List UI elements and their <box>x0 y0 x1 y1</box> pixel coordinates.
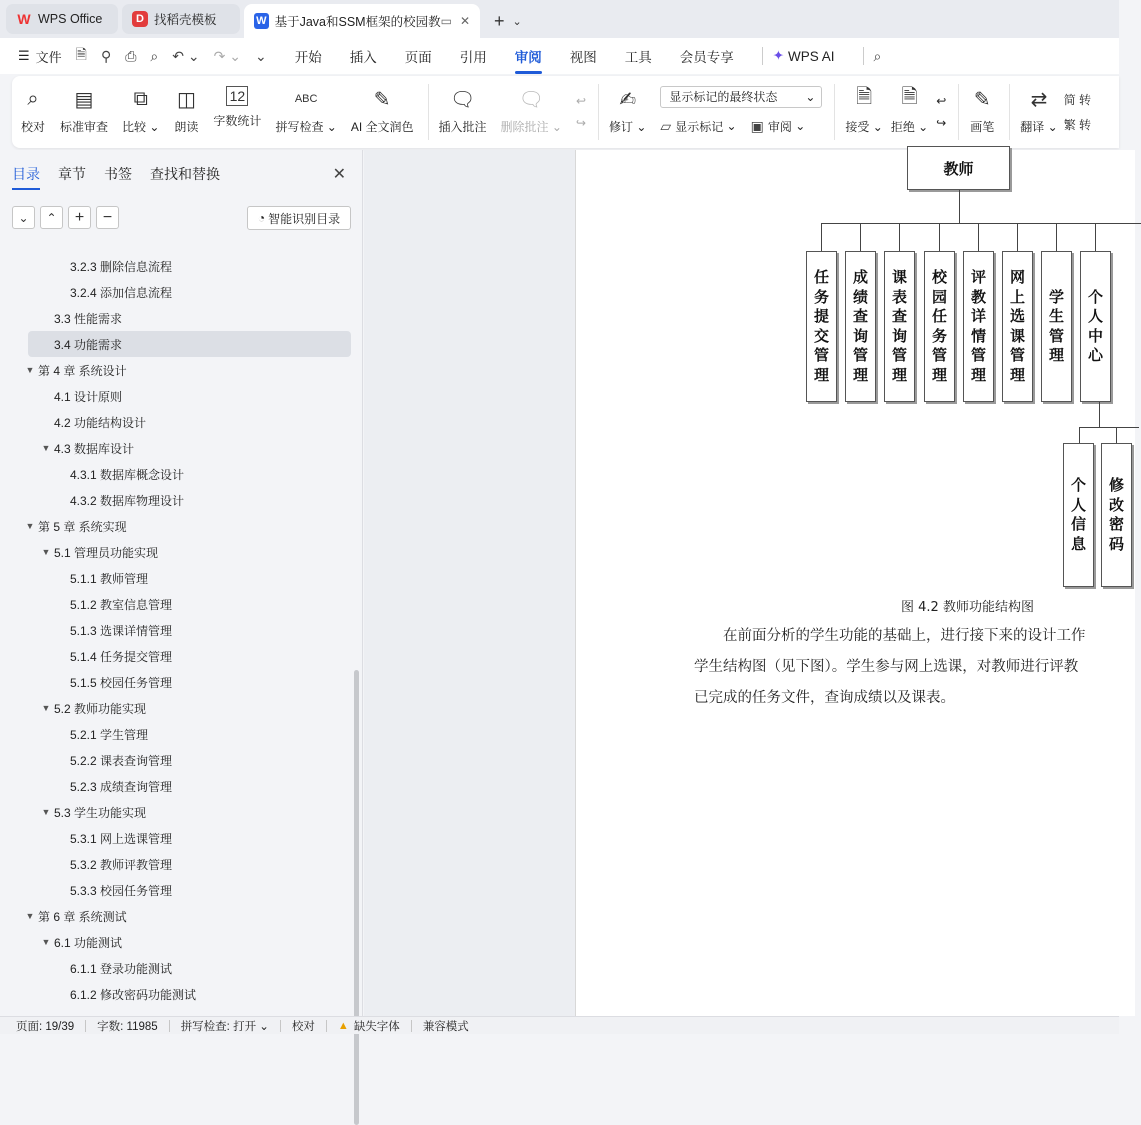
toc-item[interactable] <box>0 565 363 591</box>
tab-template[interactable] <box>122 4 240 34</box>
pen-icon: ✎ <box>973 88 991 111</box>
collapse-up-icon[interactable]: ⌃ <box>40 206 63 229</box>
toc-item-label: 第 6 章 系统测试 <box>38 909 127 924</box>
connector <box>959 190 960 224</box>
toc-item[interactable] <box>0 487 363 513</box>
chart-module-node: 任 务 提 交 管 理 <box>806 251 837 402</box>
collapse-arrow-icon[interactable]: ▼ <box>25 521 35 531</box>
tab-insert[interactable]: 插入 <box>349 50 377 65</box>
standard-review-label: 标准审查 <box>60 120 109 134</box>
revise-label: 修订 ⌄ <box>609 120 647 134</box>
review-pane-button[interactable]: ▣ 审阅 ⌄ <box>750 117 806 134</box>
divider <box>428 84 429 140</box>
link-icon[interactable]: ⚲ <box>100 47 112 64</box>
connector <box>821 223 822 251</box>
divider <box>834 84 835 140</box>
toc-item-label: 3.2.4 添加信息流程 <box>70 285 173 300</box>
revise-icon: ✍ <box>619 88 637 111</box>
compat-mode-indicator: 兼容模式 <box>422 1020 469 1033</box>
tab-document[interactable] <box>244 4 480 38</box>
pen-button[interactable] <box>969 76 995 148</box>
toc-scrollbar[interactable] <box>354 670 359 1125</box>
divider <box>326 1020 327 1032</box>
review-pane-label: 审阅 <box>767 119 792 134</box>
smart-toc-label: 智能识别目录 <box>268 211 341 226</box>
prev-change-icon[interactable]: ↩ <box>936 94 947 108</box>
chart-module-node: 课 表 查 询 管 理 <box>884 251 915 402</box>
print-preview-icon[interactable]: ⌕ <box>150 47 159 64</box>
connector <box>899 223 900 251</box>
toc-item[interactable] <box>0 305 363 331</box>
read-aloud-icon: ◫ <box>176 88 196 111</box>
pen-label: 画笔 <box>970 120 995 134</box>
to-simplified-button[interactable]: 简 转 <box>1063 93 1092 107</box>
search-icon[interactable]: ⌕ <box>873 47 882 64</box>
undo-icon[interactable]: ↶ ⌄ <box>172 47 200 64</box>
tab-review[interactable]: 审阅 <box>515 46 542 66</box>
toc-item-label: 5.1.4 任务提交管理 <box>70 649 173 664</box>
connector <box>1079 427 1080 443</box>
expand-down-icon[interactable]: ⌄ <box>12 206 35 229</box>
tab-tools[interactable]: 工具 <box>624 50 652 65</box>
toc-item[interactable] <box>0 461 363 487</box>
connector <box>1116 427 1117 443</box>
toc-item-label: 5.1.2 教室信息管理 <box>70 597 173 612</box>
translate-label: 翻译 ⌄ <box>1020 120 1058 134</box>
toc-item-label: 6.1.2 修改密码功能测试 <box>70 987 197 1002</box>
wps-logo-icon: W <box>17 11 31 27</box>
reject-button[interactable] <box>891 76 928 148</box>
toc-item[interactable] <box>0 799 363 825</box>
chart-root-node: 教师 <box>907 146 1010 190</box>
toc-item[interactable] <box>0 279 363 305</box>
convert-group <box>1064 76 1091 148</box>
spell-check-button[interactable] <box>275 76 336 148</box>
word-count-icon: 12 <box>226 86 248 106</box>
file-menu[interactable] <box>18 47 62 66</box>
toc-item[interactable] <box>0 253 363 279</box>
spell-check-label: 拼写检查 ⌄ <box>275 120 337 134</box>
compare-button[interactable] <box>122 76 159 148</box>
toc-item-label: 5.2.2 课表查询管理 <box>70 753 173 768</box>
toc-item-label: 3.2.3 删除信息流程 <box>70 259 173 274</box>
warning-icon: ▲ <box>337 1019 349 1032</box>
collapse-arrow-icon[interactable]: ▼ <box>25 911 35 921</box>
smart-icon: ◔ <box>257 211 266 225</box>
ai-polish-label: AI 全文润色 <box>350 120 414 134</box>
markup-state-value: 显示标记的最终状态 <box>669 90 778 104</box>
comment-delete-icon: 🗨 <box>518 88 544 111</box>
smart-toc-button[interactable] <box>247 206 351 230</box>
tab-label: 基于Java和SSM框架的校园教 <box>274 15 441 29</box>
tab-actions <box>494 4 530 38</box>
comment-add-icon: 🗨 <box>449 88 476 111</box>
toc-item-label: 5.3.3 校园任务管理 <box>70 883 173 898</box>
collapse-arrow-icon[interactable]: ▼ <box>41 547 51 557</box>
divider <box>863 47 864 65</box>
proofread-label: 校对 <box>20 120 45 134</box>
menu-bar <box>0 38 1119 74</box>
connector <box>1095 223 1096 251</box>
chart-sub-node: 个 人 信 息 <box>1063 443 1094 587</box>
toc-item[interactable] <box>0 643 363 669</box>
read-aloud-label: 朗读 <box>174 120 199 134</box>
status-bar <box>0 1016 1119 1034</box>
tab-find-replace[interactable]: 查找和替换 <box>150 166 220 182</box>
toc-item[interactable] <box>28 331 351 357</box>
toc-item-label: 5.1 管理员功能实现 <box>54 545 159 560</box>
toc-item[interactable] <box>0 773 363 799</box>
toc-item-label: 5.1.1 教师管理 <box>70 571 149 586</box>
chart-module-node: 评 教 详 情 管 理 <box>963 251 994 402</box>
chart-module-node: 校 园 任 务 管 理 <box>924 251 955 402</box>
chart-module-node: 学 生 管 理 <box>1041 251 1072 402</box>
wps-ai-icon: ✦ <box>772 48 785 63</box>
word-count-button[interactable] <box>213 76 261 148</box>
paragraph-line: 在前面分析的学生功能的基础上，进行接下来的设计工作 <box>694 628 1086 644</box>
toc-controls <box>12 206 124 229</box>
next-comment-icon[interactable]: ↪ <box>575 116 587 130</box>
toc-item[interactable] <box>0 513 363 539</box>
page-indicator[interactable]: 页面: 19/39 <box>16 1020 75 1033</box>
toc-item[interactable] <box>0 851 363 877</box>
connector <box>1099 402 1100 428</box>
toc-item[interactable] <box>0 669 363 695</box>
divider <box>85 1020 86 1032</box>
collapse-arrow-icon[interactable]: ▼ <box>25 365 35 375</box>
connector <box>978 223 979 251</box>
reject-icon: 🗎 <box>901 86 918 108</box>
toc-item[interactable] <box>0 435 363 461</box>
toc-item[interactable] <box>0 539 363 565</box>
hamburger-icon: ☰ <box>18 48 30 63</box>
add-icon[interactable]: + <box>68 206 91 229</box>
chart-sub-node: 修 改 密 码 <box>1101 443 1132 587</box>
toc-item-label: 4.3 数据库设计 <box>54 441 135 456</box>
close-tab-icon[interactable]: ✕ <box>459 14 470 28</box>
toc-item[interactable] <box>0 357 363 383</box>
document-page[interactable] <box>575 150 1135 1016</box>
monitor-icon[interactable]: ▭ <box>440 14 452 28</box>
spell-check-toggle[interactable]: 拼写检查: 打开 ⌄ <box>181 1018 269 1034</box>
chevron-down-icon[interactable]: ⌄ <box>512 15 522 28</box>
figure-caption: 图 4.2 教师功能结构图 <box>901 600 1034 615</box>
toc-item-label: 5.3 学生功能实现 <box>54 805 147 820</box>
chart-module-node: 网 上 选 课 管 理 <box>1002 251 1033 402</box>
connector <box>1056 223 1057 251</box>
prev-comment-icon[interactable]: ↩ <box>575 94 587 108</box>
read-aloud-button[interactable] <box>173 76 199 148</box>
toc-item[interactable] <box>0 981 363 1007</box>
compare-label: 比较 ⌄ <box>122 120 160 134</box>
connector <box>860 223 861 251</box>
delete-comment-button[interactable] <box>501 76 562 148</box>
review-pane-icon: ▣ <box>750 117 764 134</box>
print-icon[interactable]: ⎙ <box>125 47 137 64</box>
connector <box>939 223 940 251</box>
collapse-arrow-icon[interactable]: ▼ <box>41 703 51 713</box>
collapse-arrow-icon[interactable]: ▼ <box>41 443 51 453</box>
review-ribbon <box>12 76 1119 148</box>
toc-item[interactable] <box>0 591 363 617</box>
toc-item[interactable] <box>0 617 363 643</box>
toc-item-label: 4.2 功能结构设计 <box>54 415 147 430</box>
document-user-icon: ▤ <box>74 88 94 111</box>
reject-label: 拒绝 ⌄ <box>890 120 929 134</box>
spell-check-icon: ABC <box>294 93 318 105</box>
toc-item[interactable] <box>0 721 363 747</box>
document-area <box>364 150 1124 1016</box>
toc-item-label: 5.1.3 选课详情管理 <box>70 623 173 638</box>
wps-ai-button[interactable] <box>773 48 835 64</box>
translate-button[interactable] <box>1020 76 1057 148</box>
toc-item-label: 5.3.2 教师评教管理 <box>70 857 173 872</box>
show-markup-button[interactable]: ▱ 显示标记 ⌄ <box>660 117 737 134</box>
save-icon[interactable]: 🗎 <box>75 46 87 62</box>
toc-item-label: 6.1 功能测试 <box>54 935 123 950</box>
toc-item-label: 4.3.1 数据库概念设计 <box>70 467 185 482</box>
show-markup-icon: ▱ <box>660 117 672 134</box>
divider <box>598 84 599 140</box>
toc-item-label: 4.3.2 数据库物理设计 <box>70 493 185 508</box>
delete-comment-label: 删除批注 ⌄ <box>500 120 562 134</box>
accept-label: 接受 ⌄ <box>845 120 883 134</box>
ai-polish-button[interactable] <box>351 76 414 148</box>
navigation-panel <box>0 150 363 1016</box>
collapse-arrow-icon[interactable]: ▼ <box>41 807 51 817</box>
wps-ai-label: WPS AI <box>788 48 835 64</box>
divider <box>411 1020 412 1032</box>
compare-icon: ⧉ <box>133 87 148 110</box>
panel-tabs <box>12 164 238 184</box>
revise-button[interactable] <box>609 76 646 148</box>
divider <box>762 47 763 65</box>
insert-comment-button[interactable] <box>439 76 487 148</box>
comment-nav-group <box>576 76 586 148</box>
paragraph-line: 已完成的任务文件，查询成绩以及课表。 <box>694 690 955 706</box>
daoke-logo-icon: D <box>132 11 148 27</box>
accept-button[interactable] <box>845 76 882 148</box>
toc-item-label: 5.1.5 校园任务管理 <box>70 675 173 690</box>
insert-comment-label: 插入批注 <box>438 120 487 134</box>
connector <box>1079 427 1139 428</box>
divider <box>169 1020 170 1032</box>
tab-page[interactable]: 页面 <box>404 50 432 65</box>
tab-member[interactable]: 会员专享 <box>679 50 734 65</box>
next-change-icon[interactable]: ↪ <box>936 116 947 130</box>
toc-item-label: 第 4 章 系统设计 <box>38 363 127 378</box>
toc-item-label: 5.2.3 成绩查询管理 <box>70 779 173 794</box>
toc-item-label: 3.4 功能需求 <box>54 337 123 352</box>
tab-label: WPS Office <box>38 12 103 26</box>
proofread-button[interactable] <box>20 76 46 148</box>
tab-bar <box>0 0 1119 38</box>
accept-icon: 🗎 <box>856 86 873 108</box>
tab-toc[interactable]: 目录 <box>12 166 40 182</box>
toc-item-label: 3.3 性能需求 <box>54 311 123 326</box>
word-count-indicator[interactable]: 字数: 11985 <box>97 1020 158 1033</box>
divider <box>958 84 959 140</box>
show-markup-label: 显示标记 <box>675 119 724 134</box>
change-nav-group <box>936 76 946 148</box>
tab-label: 找稻壳模板 <box>154 13 217 27</box>
toc-item[interactable] <box>0 695 363 721</box>
close-icon[interactable]: ✕ <box>332 166 346 183</box>
spell-check-status: 拼写检查: 打开 <box>180 1020 257 1033</box>
chart-module-node: 个 人 中 心 <box>1080 251 1111 402</box>
missing-font-indicator[interactable] <box>338 1018 400 1034</box>
toc-item-label: 5.3.1 网上选课管理 <box>70 831 173 846</box>
toc-item[interactable] <box>0 825 363 851</box>
more-icon[interactable]: ⌄ <box>254 47 267 64</box>
redo-icon[interactable]: ↷ ⌄ <box>213 47 241 64</box>
connector <box>1017 223 1018 251</box>
chart-module-node: 成 绩 查 询 管 理 <box>845 251 876 402</box>
toc-item-label: 4.1 设计原则 <box>54 389 123 404</box>
standard-review-button[interactable] <box>60 76 108 148</box>
toc-item[interactable] <box>0 747 363 773</box>
word-count-label: 字数统计 <box>213 114 262 128</box>
toc-item[interactable] <box>0 929 363 955</box>
markup-state-select[interactable] <box>660 86 822 108</box>
toc-item-label: 6.1.1 登录功能测试 <box>70 961 173 976</box>
new-tab-icon[interactable]: + <box>494 10 505 31</box>
tab-chapter[interactable]: 章节 <box>58 166 86 182</box>
connector <box>821 223 1141 224</box>
tab-view[interactable]: 视图 <box>569 50 597 65</box>
toc-item[interactable] <box>0 955 363 981</box>
chevron-down-icon: ⌄ <box>805 89 816 104</box>
toc-item[interactable] <box>0 903 363 929</box>
missing-font-label: 缺失字体 <box>353 1020 400 1033</box>
collapse-arrow-icon[interactable]: ▼ <box>41 937 51 947</box>
toc-item-label: 5.2.1 学生管理 <box>70 727 149 742</box>
toc-item[interactable] <box>0 409 363 435</box>
proof-indicator[interactable]: 校对 <box>291 1020 315 1033</box>
toc-item[interactable] <box>0 877 363 903</box>
writer-logo-icon: W <box>254 13 269 29</box>
tab-reference[interactable]: 引用 <box>459 50 487 65</box>
to-traditional-button[interactable]: 繁 转 <box>1063 118 1092 132</box>
paragraph-line: 学生结构图（见下图）。学生参与网上选课，对教师进行评教 <box>694 659 1079 675</box>
divider <box>280 1020 281 1032</box>
toc-item-label: 第 5 章 系统实现 <box>38 519 127 534</box>
proofread-icon: ⌕ <box>27 87 39 110</box>
markup-group <box>660 76 822 148</box>
tab-start[interactable]: 开始 <box>294 50 322 65</box>
tab-wps-office[interactable] <box>6 4 118 34</box>
translate-icon: ⇄ <box>1030 88 1048 111</box>
toc-item-label: 5.2 教师功能实现 <box>54 701 147 716</box>
toc-item[interactable] <box>0 383 363 409</box>
remove-icon[interactable]: − <box>96 206 119 229</box>
file-label: 文件 <box>35 49 62 65</box>
magic-wand-icon: ✎ <box>373 88 391 111</box>
divider <box>1009 84 1010 140</box>
toc-list <box>0 253 363 1007</box>
tab-bookmark[interactable]: 书签 <box>104 166 132 182</box>
